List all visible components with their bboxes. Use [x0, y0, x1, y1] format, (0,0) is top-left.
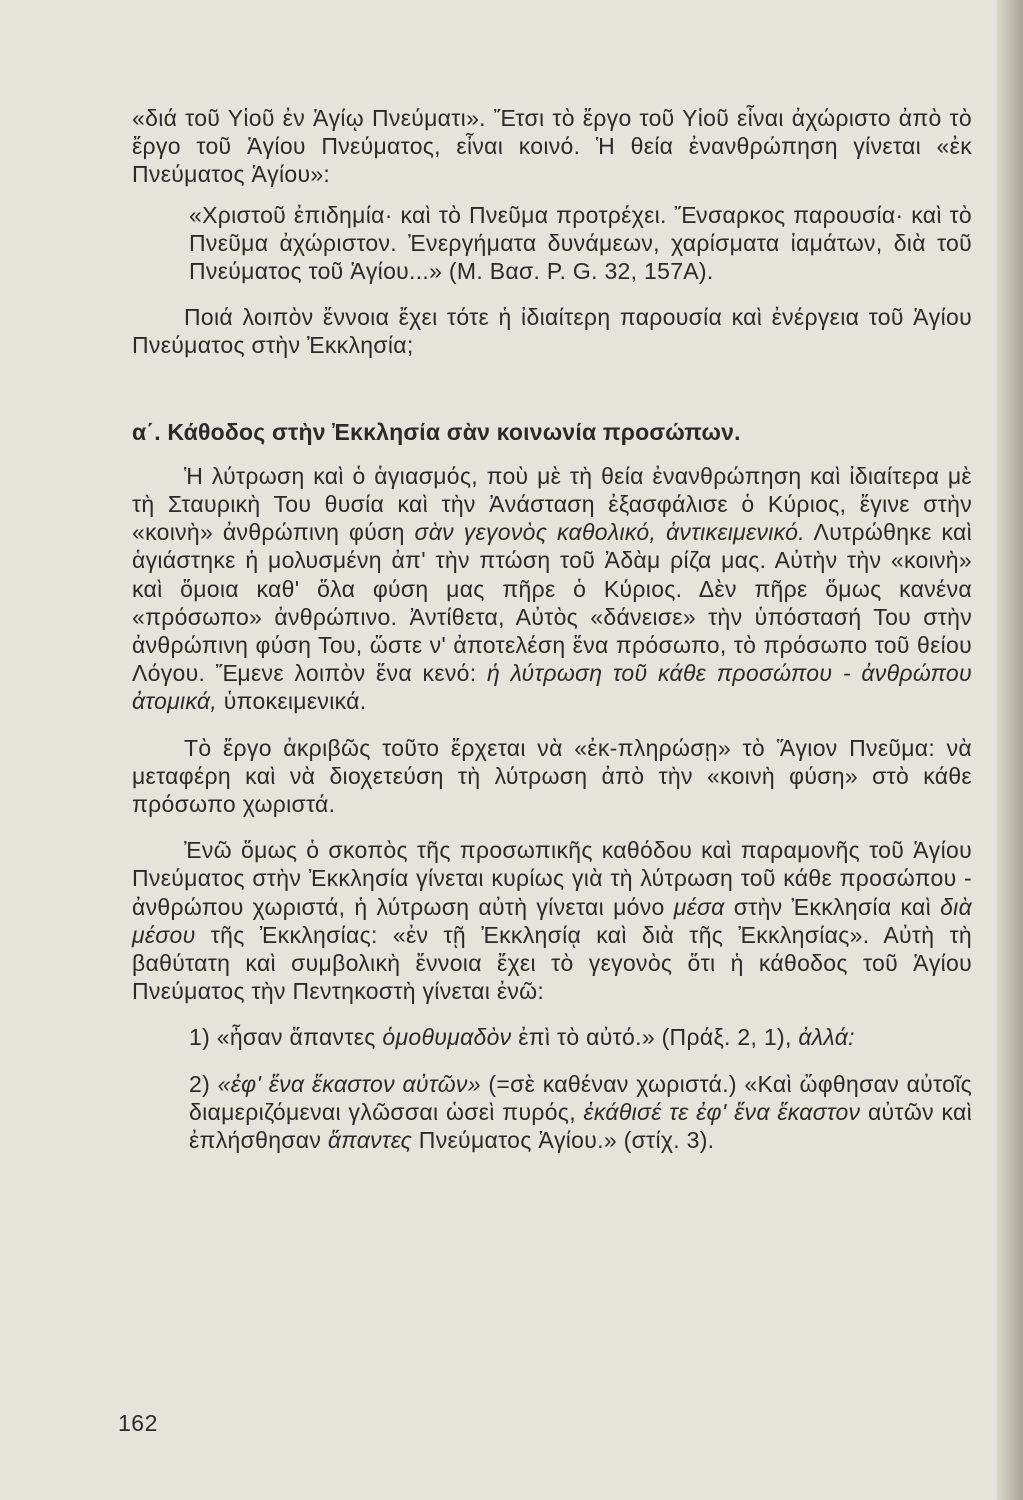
basil-quote: «Χριστοῦ ἐπιδημία· καὶ τὸ Πνεῦμα προτρέχει. Ἔνσαρκος παρουσία· καὶ τὸ Πνεῦμα ἀχώριστον. Ἐνεργήματα δυνάμεων, χαρίσματα ἰαμάτων, διὰ τοῦ Πνεύματος τοῦ Ἁγίου...» (Μ. Βασ. P. G. 32, 157A). — [189, 201, 972, 285]
p5-text-a: Ἐνῶ ὅμως ὁ σκοπὸς τῆς προσωπικῆς καθόδου καὶ παραμονῆς τοῦ Ἁγίου Πνεύματος στὴν Ἐκκλησία γίνεται κυρίως γιὰ τὴ λύτρωση τοῦ κάθε προσώπου - ἀνθρώπου χωριστά, ἡ λύτρωση αὐτὴ γίνεται μόνο — [132, 837, 972, 920]
item2-text-a: 2) — [189, 1070, 211, 1097]
item2-text-c: αὐτῶν καὶ ἐπλήσθησαν — [189, 1098, 972, 1154]
list-item-2 — [189, 1070, 972, 1155]
p3-text-c: ὑποκειμενικά. — [223, 688, 367, 715]
p3-emphasis-1: σὰν γεγονὸς καθολικό, ἀντικειμενικό. — [414, 519, 805, 546]
section-heading — [132, 418, 972, 446]
item2-text-b: (=σὲ καθέναν χωριστά.) «Καὶ ὤφθησαν αὐτοῖς διαμεριζόμεναι γλῶσσαι ὡσεὶ πυρός, — [189, 1070, 972, 1125]
paragraph-5 — [132, 836, 972, 1005]
p3-text-a: Ἡ λύτρωση καὶ ὁ ἁγιασμός, ποὺ μὲ τὴ θεία ἐνανθρώπηση καὶ ἰδιαίτερα μὲ τὴ Σταυρικὴ Του θυσία καὶ τὴν Ἀνάσταση ἐξασφάλισε ὁ Κύριος, ἔγινε στὴν «κοινὴ» ἀνθρώπινη φύση — [132, 462, 972, 546]
item1-text-b: ἐπὶ τὸ αὐτό.» (Πράξ. 2, 1), — [518, 1024, 792, 1051]
paragraph-3 — [132, 462, 972, 716]
section-title: Κάθοδος στὴν Ἐκκλησία σὰν κοινωνία προσώπων. — [167, 418, 741, 445]
item2-emphasis: «ἐφ' ἕνα ἕκαστον αὐτῶν» — [217, 1070, 481, 1097]
p3-text-b: Λυτρώθηκε καὶ ἁγιάστηκε ἡ μολυσμένη ἀπ' τὴν πτώση τοῦ Ἀδὰμ ρίζα μας. Αὐτὴν τὴν «κοινὴ» καὶ ὅμοια καθ' ὅλα φύση μας πῆρε ὁ Κύριος. Δὲν πῆρε ὅμως κανένα «πρόσωπο» ἀνθρώπινο. Ἀντίθετα, Αὐτὸς «δάνεισε» τὴν ὑπόστασή Του στὴν ἀνθρώπινη φύση Του, ὥστε ν' ἀποτελέση ἕνα πρόσωπο, τὸ πρόσωπο τοῦ θείου Λόγου. Ἔμενε λοιπὸν ἕνα κενό: — [132, 519, 972, 687]
p3-emphasis-2: ἡ λύτρωση τοῦ κάθε προσώπου - ἀνθρώπου ἀτομικά, — [132, 660, 972, 715]
p5-text-b: στὴν Ἐκκλησία καὶ — [733, 893, 931, 920]
item2-text-d: Πνεύματος Ἁγίου.» (στίχ. 3). — [418, 1127, 715, 1154]
paragraph-4: Τὸ ἔργο ἀκριβῶς τοῦτο ἔρχεται νὰ «ἐκ-πληρώσῃ» τὸ Ἅγιον Πνεῦμα: νὰ μεταφέρη καὶ νὰ διοχετεύση τὴ λύτρωση ἀπὸ τὴν «κοινὴ φύση» στὸ κάθε πρόσωπο χωριστά. — [132, 734, 972, 818]
item2-emphasis-3: ἅπαντες — [327, 1127, 413, 1154]
paragraph-2: Ποιά λοιπὸν ἔννοια ἔχει τότε ἡ ἰδιαίτερη παρουσία καὶ ἐνέργεια τοῦ Ἁγίου Πνεύματος στὴν Ἐκκλησία; — [132, 304, 972, 359]
item1-emphasis: ὁμοθυμαδὸν — [382, 1024, 512, 1051]
list-item-1 — [189, 1023, 972, 1051]
p5-emphasis-1: μέσα — [673, 893, 725, 920]
item1-emphasis-2: ἀλλά: — [798, 1024, 855, 1051]
p5-text-c: τῆς Ἐκκλησίας: «ἐν τῇ Ἐκκλησίᾳ καὶ διὰ τῆς Ἐκκλησίας». Αὐτὴ τὴ βαθύτατη καὶ συμβολικὴ ἔννοια ἔχει τὸ γεγονὸς ὅτι ἡ κάθοδος τοῦ Ἁγίου Πνεύματος τὴν Πεντηκοστὴ γίνεται ἐνῶ: — [132, 921, 972, 1005]
body-text — [132, 104, 972, 1154]
item1-text-a: 1) «ἦσαν ἅπαντες — [189, 1024, 376, 1051]
section-number: α΄. — [132, 418, 161, 445]
item2-emphasis-2: ἐκάθισέ τε ἐφ' ἕνα ἕκαστον — [583, 1098, 861, 1125]
p5-emphasis-2: διὰ μέσου — [132, 893, 972, 948]
page-number: 162 — [118, 1410, 158, 1436]
page-edge — [997, 0, 1023, 1500]
paragraph-1: «διά τοῦ Υἱοῦ ἐν Ἁγίῳ Πνεύματι». Ἔτσι τὸ ἔργο τοῦ Υἱοῦ εἶναι ἀχώριστο ἀπὸ τὸ ἔργο τοῦ Ἁγίου Πνεύματος, εἶναι κοινό. Ἡ θεία ἐνανθρώπηση γίνεται «ἐκ Πνεύματος Ἁγίου»: — [132, 105, 972, 188]
